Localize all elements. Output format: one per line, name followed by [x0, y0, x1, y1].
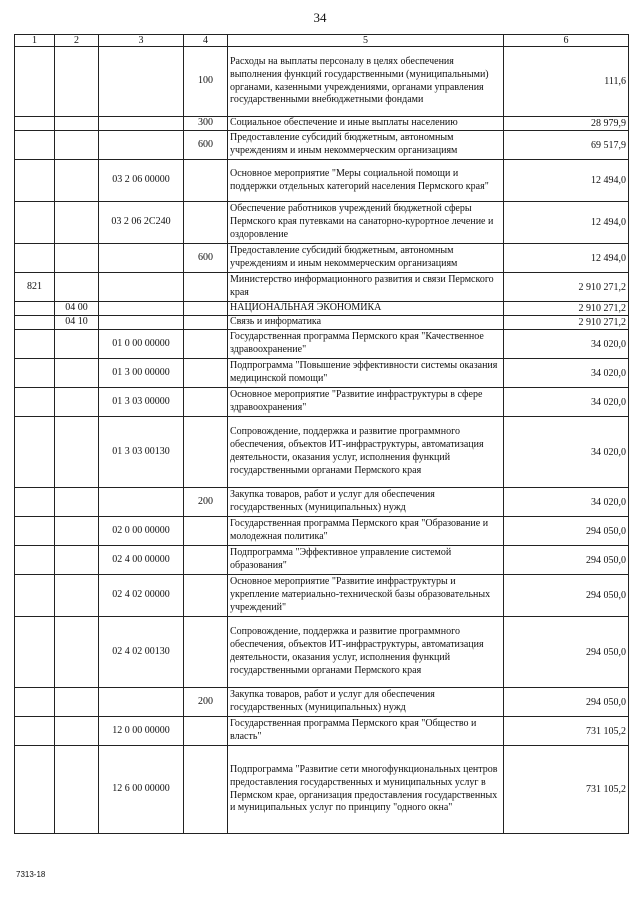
expense-type-cell: [184, 575, 228, 617]
admin-code-cell: [15, 417, 55, 488]
table-row: [15, 47, 629, 117]
description-cell: Государственная программа Пермского края "Образование и молодежная политика": [228, 517, 504, 546]
description-cell: Связь и информатика: [228, 316, 504, 330]
admin-code-cell: [15, 488, 55, 517]
expense-type-cell: [184, 717, 228, 746]
target-article-cell: [99, 117, 184, 131]
target-article-cell: 02 4 02 00000: [99, 575, 184, 617]
amount-value: 34 020,0: [591, 338, 626, 350]
column-number-row: [15, 35, 629, 47]
section-code-cell: [55, 330, 99, 359]
amount-value: 111,6: [604, 76, 626, 88]
admin-code-cell: [15, 131, 55, 160]
admin-code-cell: [15, 302, 55, 316]
admin-code-cell: [15, 117, 55, 131]
column-header: 1: [15, 35, 55, 47]
table-row: [15, 717, 629, 746]
description-cell: Предоставление субсидий бюджетным, автономным учреждениям и иным некоммерческим организациям: [228, 244, 504, 273]
expense-type-cell: [184, 273, 228, 302]
target-article-cell: 03 2 06 00000: [99, 160, 184, 202]
amount-cell: [504, 131, 629, 160]
description-cell: Министерство информационного развития и связи Пермского края: [228, 273, 504, 302]
column-header: 3: [99, 35, 184, 47]
section-code-cell: [55, 273, 99, 302]
admin-code-cell: [15, 575, 55, 617]
table-row: [15, 359, 629, 388]
table-row: [15, 688, 629, 717]
section-code-cell: [55, 131, 99, 160]
table-row: [15, 517, 629, 546]
table-row: [15, 202, 629, 244]
description-cell: Подпрограмма "Развитие сети многофункциональных центров предоставления государственных и муниципальных услуг в Пермском крае, организация предоставления государственных и муниципальных услуг по принципу "одного окна": [228, 746, 504, 834]
section-code-cell: [55, 517, 99, 546]
table-row: [15, 617, 629, 688]
amount-value: 12 494,0: [591, 252, 626, 264]
amount-cell: [504, 575, 629, 617]
amount-cell: [504, 517, 629, 546]
admin-code-cell: [15, 359, 55, 388]
amount-cell: [504, 330, 629, 359]
amount-cell: [504, 617, 629, 688]
column-header: 2: [55, 35, 99, 47]
table-row: [15, 244, 629, 273]
target-article-cell: 02 0 00 00000: [99, 517, 184, 546]
admin-code-cell: [15, 202, 55, 244]
expense-type-cell: 600: [184, 244, 228, 273]
description-cell: НАЦИОНАЛЬНАЯ ЭКОНОМИКА: [228, 302, 504, 316]
expense-type-cell: [184, 746, 228, 834]
column-header: 6: [504, 35, 629, 47]
target-article-cell: 12 0 00 00000: [99, 717, 184, 746]
amount-value: 34 020,0: [591, 496, 626, 508]
expense-type-cell: [184, 388, 228, 417]
section-code-cell: [55, 47, 99, 117]
budget-table: [14, 34, 629, 834]
expense-type-cell: [184, 417, 228, 488]
target-article-cell: [99, 273, 184, 302]
expense-type-cell: [184, 202, 228, 244]
section-code-cell: [55, 202, 99, 244]
amount-value: 2 910 271,2: [578, 303, 626, 315]
table-row: [15, 302, 629, 316]
section-code-cell: [55, 388, 99, 417]
admin-code-cell: [15, 244, 55, 273]
section-code-cell: [55, 117, 99, 131]
expense-type-cell: [184, 330, 228, 359]
amount-value: 2 910 271,2: [578, 281, 626, 293]
table-row: [15, 575, 629, 617]
admin-code-cell: [15, 160, 55, 202]
page-number: 34: [313, 10, 327, 25]
description-cell: Сопровождение, поддержка и развитие программного обеспечения, объектов ИТ-инфраструктуры, автоматизация деятельности, оказания услуг, исполнения функций государственными органами Пермского края: [228, 417, 504, 488]
admin-code-cell: [15, 316, 55, 330]
description-cell: Подпрограмма "Повышение эффективности системы оказания медицинской помощи": [228, 359, 504, 388]
admin-code-cell: [15, 546, 55, 575]
table-row: [15, 117, 629, 131]
description-cell: Государственная программа Пермского края "Качественное здравоохранение": [228, 330, 504, 359]
amount-value: 28 979,9: [591, 118, 626, 130]
admin-code-cell: [15, 688, 55, 717]
table-row: [15, 131, 629, 160]
target-article-cell: [99, 47, 184, 117]
target-article-cell: [99, 688, 184, 717]
amount-value: 12 494,0: [591, 175, 626, 187]
amount-cell: [504, 546, 629, 575]
expense-type-cell: [184, 302, 228, 316]
section-code-cell: [55, 546, 99, 575]
section-code-cell: [55, 575, 99, 617]
amount-value: 294 050,0: [586, 554, 626, 566]
target-article-cell: [99, 316, 184, 330]
amount-cell: [504, 359, 629, 388]
expense-type-cell: [184, 316, 228, 330]
target-article-cell: 02 4 00 00000: [99, 546, 184, 575]
column-header: 4: [184, 35, 228, 47]
amount-cell: [504, 302, 629, 316]
table-row: [15, 488, 629, 517]
expense-type-cell: 300: [184, 117, 228, 131]
amount-value: 294 050,0: [586, 525, 626, 537]
section-code-cell: [55, 746, 99, 834]
table-row: [15, 546, 629, 575]
admin-code-cell: [15, 388, 55, 417]
amount-cell: [504, 417, 629, 488]
description-cell: Предоставление субсидий бюджетным, автономным учреждениям и иным некоммерческим организациям: [228, 131, 504, 160]
amount-value: 731 105,2: [586, 725, 626, 737]
section-code-cell: [55, 488, 99, 517]
amount-value: 2 910 271,2: [578, 317, 626, 329]
expense-type-cell: 600: [184, 131, 228, 160]
amount-cell: [504, 388, 629, 417]
description-cell: Закупка товаров, работ и услуг для обеспечения государственных (муниципальных) нужд: [228, 488, 504, 517]
expense-type-cell: [184, 546, 228, 575]
description-cell: Основное мероприятие "Меры социальной помощи и поддержки отдельных категорий населения Пермского края": [228, 160, 504, 202]
admin-code-cell: 821: [15, 273, 55, 302]
admin-code-cell: [15, 517, 55, 546]
admin-code-cell: [15, 717, 55, 746]
admin-code-cell: [15, 617, 55, 688]
admin-code-cell: [15, 330, 55, 359]
table-row: [15, 330, 629, 359]
amount-cell: [504, 117, 629, 131]
amount-value: 731 105,2: [586, 784, 626, 796]
table-row: [15, 273, 629, 302]
description-cell: Основное мероприятие "Развитие инфраструктуры и укрепление материально-технической базы образовательных учреждений": [228, 575, 504, 617]
amount-cell: [504, 717, 629, 746]
expense-type-cell: [184, 160, 228, 202]
section-code-cell: [55, 160, 99, 202]
amount-value: 294 050,0: [586, 696, 626, 708]
target-article-cell: 12 6 00 00000: [99, 746, 184, 834]
expense-type-cell: [184, 617, 228, 688]
amount-cell: [504, 273, 629, 302]
section-code-cell: 04 00: [55, 302, 99, 316]
expense-type-cell: 100: [184, 47, 228, 117]
amount-cell: [504, 488, 629, 517]
expense-type-cell: 200: [184, 688, 228, 717]
amount-cell: [504, 688, 629, 717]
amount-value: 34 020,0: [591, 367, 626, 379]
section-code-cell: [55, 359, 99, 388]
section-code-cell: 04 10: [55, 316, 99, 330]
section-code-cell: [55, 688, 99, 717]
admin-code-cell: [15, 746, 55, 834]
target-article-cell: 01 3 03 00000: [99, 388, 184, 417]
target-article-cell: [99, 302, 184, 316]
amount-value: 34 020,0: [591, 446, 626, 458]
section-code-cell: [55, 417, 99, 488]
section-code-cell: [55, 717, 99, 746]
target-article-cell: 02 4 02 00130: [99, 617, 184, 688]
target-article-cell: 01 0 00 00000: [99, 330, 184, 359]
amount-cell: [504, 160, 629, 202]
section-code-cell: [55, 244, 99, 273]
description-cell: Основное мероприятие "Развитие инфраструктуры в сфере здравоохранения": [228, 388, 504, 417]
description-cell: Сопровождение, поддержка и развитие программного обеспечения, объектов ИТ-инфраструктуры, автоматизация деятельности, оказания услуг, исполнения функций государственными органами Пермского края: [228, 617, 504, 688]
table-row: [15, 746, 629, 834]
expense-type-cell: [184, 359, 228, 388]
amount-value: 294 050,0: [586, 590, 626, 602]
amount-cell: [504, 316, 629, 330]
target-article-cell: [99, 488, 184, 517]
target-article-cell: 01 3 00 00000: [99, 359, 184, 388]
table-body: [15, 47, 629, 834]
target-article-cell: 01 3 03 00130: [99, 417, 184, 488]
document-code: 7313-18: [16, 870, 46, 879]
expense-type-cell: 200: [184, 488, 228, 517]
description-cell: Обеспечение работников учреждений бюджетной сферы Пермского края путевками на санаторно-курортное лечение и оздоровление: [228, 202, 504, 244]
amount-cell: [504, 746, 629, 834]
description-cell: Закупка товаров, работ и услуг для обеспечения государственных (муниципальных) нужд: [228, 688, 504, 717]
amount-value: 69 517,9: [591, 139, 626, 151]
table-row: [15, 388, 629, 417]
table-row: [15, 417, 629, 488]
section-code-cell: [55, 617, 99, 688]
amount-value: 294 050,0: [586, 646, 626, 658]
amount-cell: [504, 244, 629, 273]
description-cell: Социальное обеспечение и иные выплаты населению: [228, 117, 504, 131]
description-cell: Расходы на выплаты персоналу в целях обеспечения выполнения функций государственными (муниципальными) органами, казенными учреждениями, органами управления государственными внебюджетными фондами: [228, 47, 504, 117]
expense-type-cell: [184, 517, 228, 546]
amount-value: 34 020,0: [591, 396, 626, 408]
amount-cell: [504, 202, 629, 244]
description-cell: Государственная программа Пермского края "Общество и власть": [228, 717, 504, 746]
table-row: [15, 160, 629, 202]
amount-cell: [504, 47, 629, 117]
column-header: 5: [228, 35, 504, 47]
target-article-cell: 03 2 06 2С240: [99, 202, 184, 244]
description-cell: Подпрограмма "Эффективное управление системой образования": [228, 546, 504, 575]
admin-code-cell: [15, 47, 55, 117]
table-row: [15, 316, 629, 330]
amount-value: 12 494,0: [591, 217, 626, 229]
target-article-cell: [99, 244, 184, 273]
target-article-cell: [99, 131, 184, 160]
